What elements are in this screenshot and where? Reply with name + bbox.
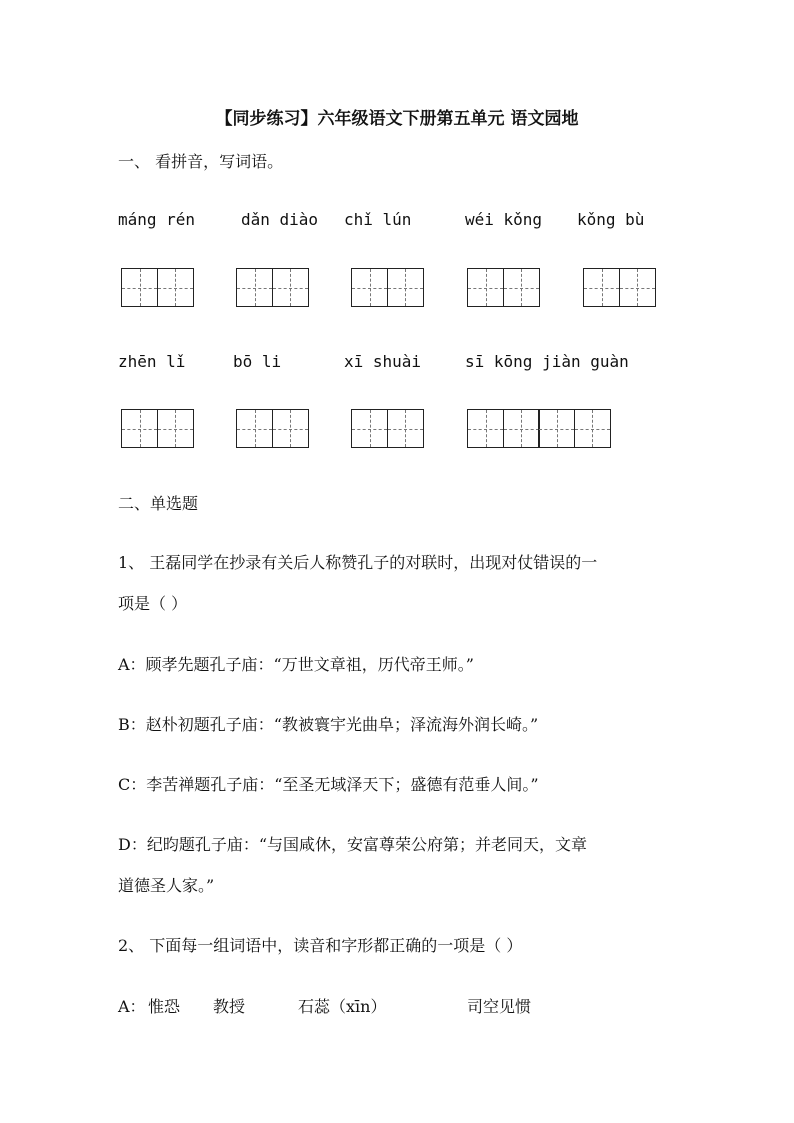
- q1-option-d-line2: 道德圣人家。”: [118, 876, 215, 895]
- q1-option-d-line1[interactable]: D：纪昀题孔子庙：“与国咸休，安富尊荣公府第；并老同天，文章: [118, 835, 588, 854]
- q2-option-a-word1: 惟恐: [148, 997, 181, 1016]
- q2-stem: 2、 下面每一组词语中，读音和字形都正确的一项是（ ）: [118, 936, 523, 955]
- q2-option-a-word4: 司空见惯: [467, 997, 532, 1016]
- writing-grid-8[interactable]: [351, 409, 422, 448]
- writing-grid-7[interactable]: [236, 409, 307, 448]
- writing-grid-3[interactable]: [351, 268, 422, 307]
- q1-option-c[interactable]: C：李苦禅题孔子庙：“至圣无域泽天下；盛德有范垂人间。”: [118, 775, 539, 794]
- q1-option-a[interactable]: A：顾孝先题孔子庙：“万世文章祖，历代帝王师。”: [118, 655, 474, 674]
- pinyin-1: máng rén: [118, 210, 196, 229]
- q1-stem-line1: 1、 王磊同学在抄录有关后人称赞孔子的对联时，出现对仗错误的一: [118, 553, 598, 572]
- pinyin-8: xī shuài: [344, 352, 422, 371]
- q1-stem-line2: 项是（ ）: [118, 594, 188, 613]
- q1-option-b[interactable]: B：赵朴初题孔子庙：“教被寰宇光曲阜；泽流海外润长崎。”: [118, 715, 539, 734]
- pinyin-7: bō li: [233, 352, 282, 371]
- q2-option-a-word2: 教授: [213, 997, 246, 1016]
- writing-grid-1[interactable]: [121, 268, 192, 307]
- section1-heading: 一、 看拼音，写词语。: [118, 152, 284, 171]
- pinyin-3: chǐ lún: [344, 210, 412, 229]
- pinyin-4: wéi kǒng: [465, 210, 543, 229]
- q2-option-a-label[interactable]: A：: [118, 997, 146, 1016]
- pinyin-5: kǒng bù: [577, 210, 645, 229]
- pinyin-2: dǎn diào: [241, 210, 319, 229]
- q2-option-a-word3: 石蕊（xīn）: [298, 997, 387, 1016]
- writing-grid-5[interactable]: [583, 268, 654, 307]
- writing-grid-4[interactable]: [467, 268, 538, 307]
- page-title: 【同步练习】六年级语文下册第五单元 语文园地: [215, 109, 579, 129]
- writing-grid-6[interactable]: [121, 409, 192, 448]
- pinyin-6: zhēn lǐ: [118, 352, 186, 371]
- pinyin-9: sī kōng jiàn guàn: [465, 352, 629, 371]
- section2-heading: 二、单选题: [118, 494, 199, 513]
- writing-grid-9[interactable]: [467, 409, 609, 448]
- writing-grid-2[interactable]: [236, 268, 307, 307]
